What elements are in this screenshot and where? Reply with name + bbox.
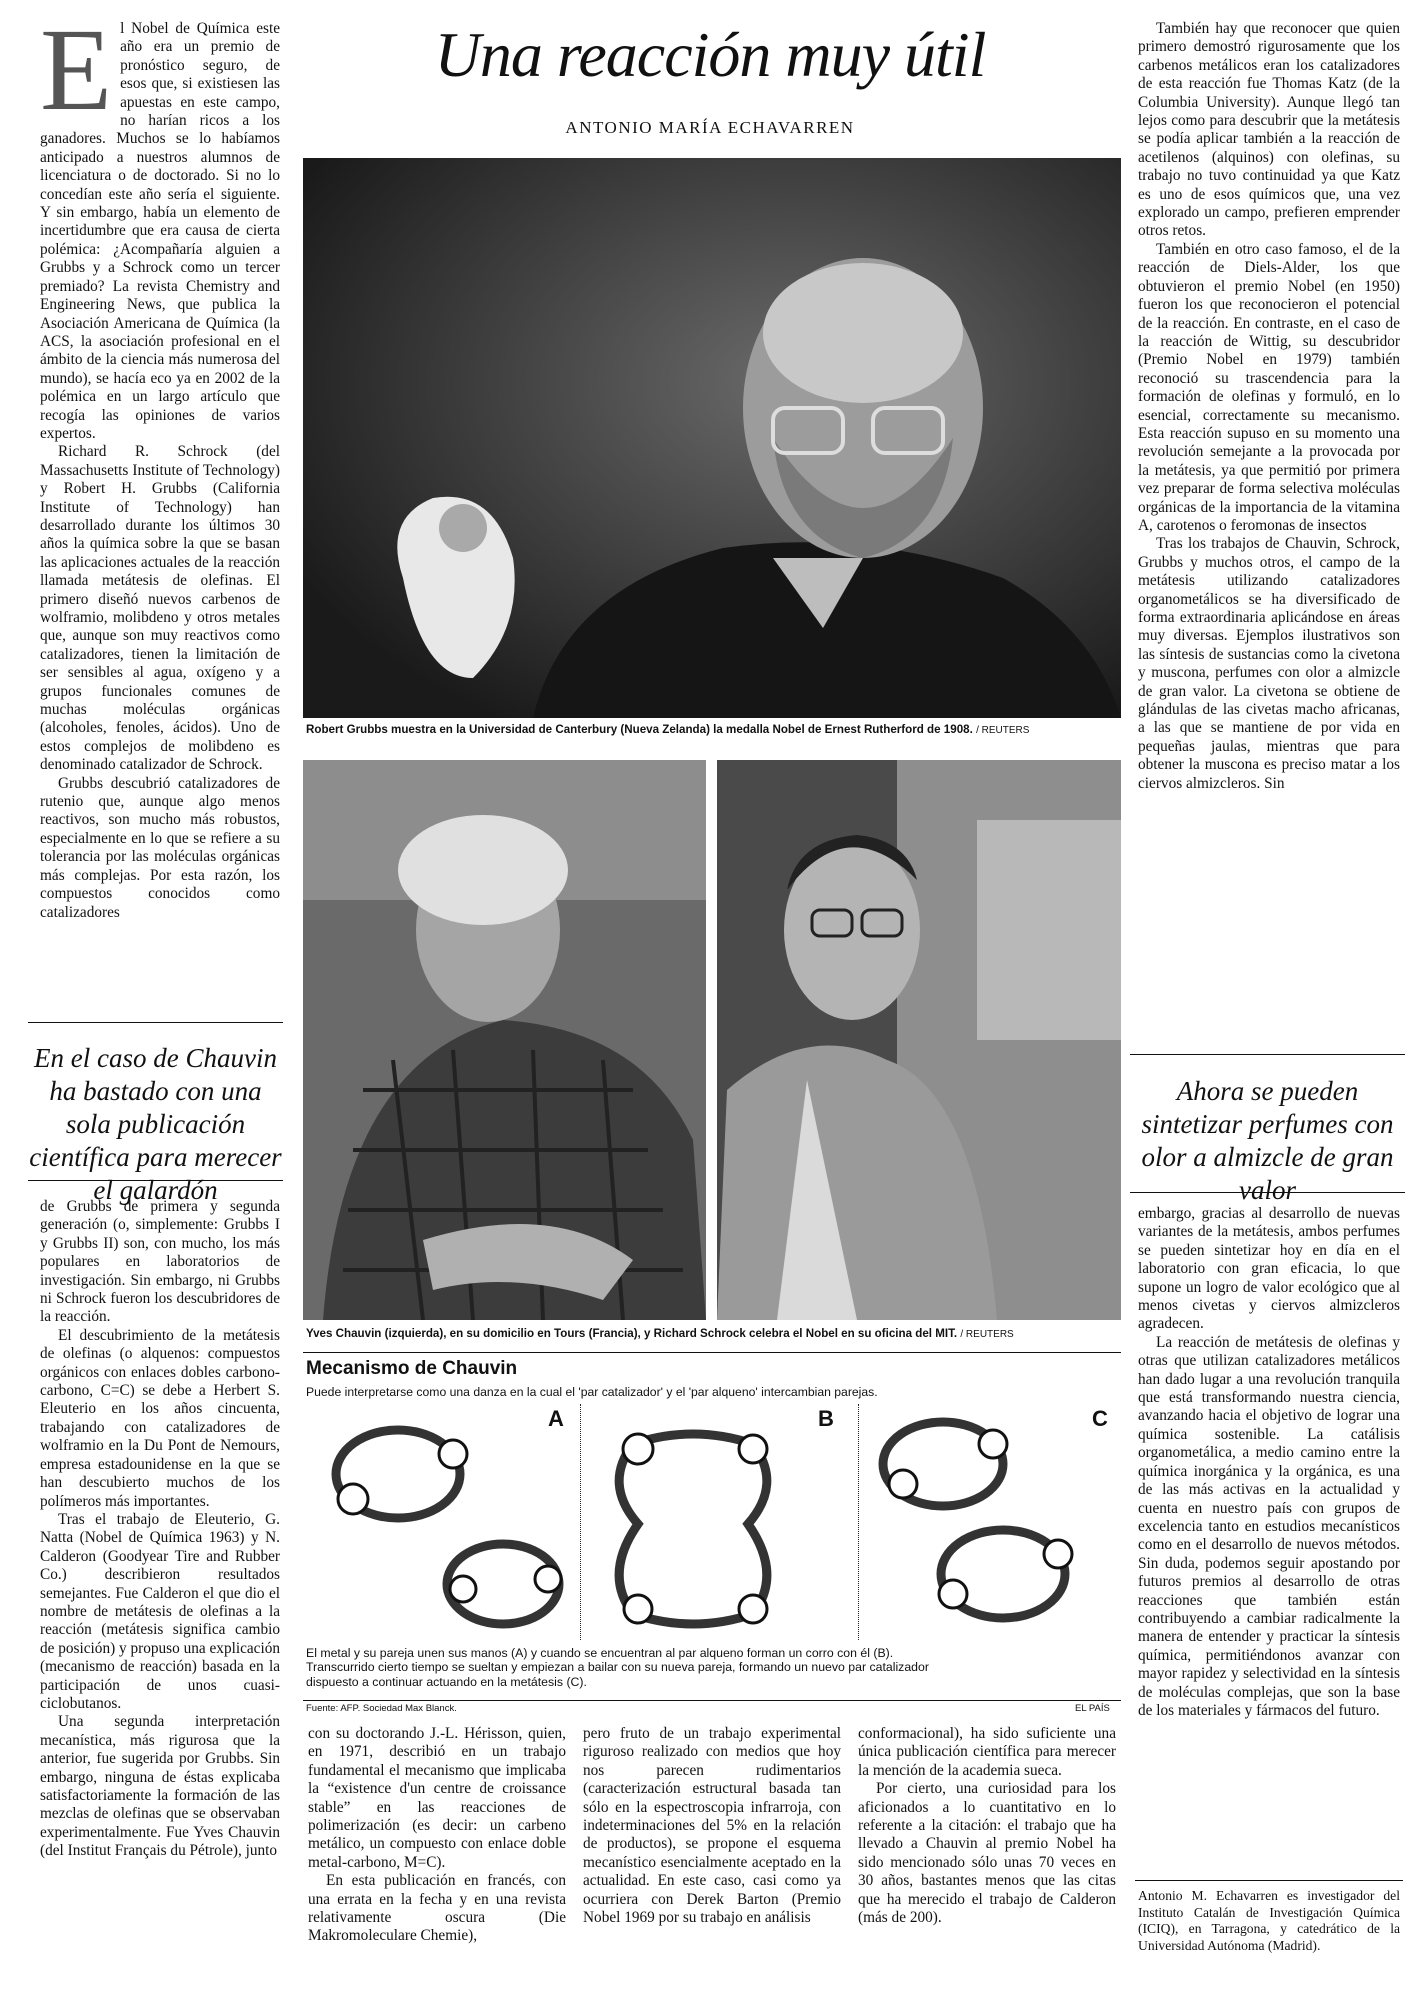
caption-top — [306, 723, 1029, 738]
dance-c — [883, 1422, 1065, 1618]
byline: ANTONIO MARÍA ECHAVARREN — [565, 118, 855, 137]
paragraph-1: El Nobel de Química este año era un premio de pronóstico seguro, de esos que, si existiesen las apuestas en este campo, no harían ricos a los ganadores. Muchos se lo habíamos anticipado a nuestros alumnos de licenciatura o de doctorado. Si no lo concedían este año sería el siguiente. Y sin embargo, había un elemento de incertidumbre que era causa de cierta polémica: ¿Acompañaría alguien a Grubbs y a Schrock como un tercer premiado? La revista Chemistry and Engineering News, que publica la Asociación Americana de Química (la ACS, la asociación profesional en el ámbito de la ciencia más numerosa del mundo), se hacía eco ya en 2002 de la polémica en un largo artículo que recogía las opiniones de varios expertos. — [40, 20, 280, 442]
graphic-bottom-rule — [303, 1700, 1121, 1701]
graphic-label-a: A — [548, 1406, 564, 1431]
paragraph-8: con su doctorando J.-L. Hérisson, quien, en 1971, describió en un trabajo fundamental el mecanismo que implicaba la “existence d'un centre de croissance stable” en las reacciones de polimerización (es decir: un carbeno metálico, un compuesto con enlace doble metal-carbono, M=C). — [308, 1725, 566, 1871]
dance-b-atoms — [623, 1434, 767, 1623]
column-1 — [40, 20, 280, 1085]
pull-quote-right-top-rule — [1130, 1054, 1405, 1055]
column-right-b — [1138, 1205, 1400, 1860]
paragraph-14: También en otro caso famoso, el de la reacción de Diels-Alder, los que obtuvieron el premio Nobel (en 1950) fueron los que reconocieron el potencial de la reacción. En contraste, en el caso de la reacción de Wittig, su descubridor (Premio Nobel en 1979) también reconoció su trascendencia para la formación de olefinas y formuló, en lo esencial, correctamente su mecanismo. Esta reacción supuso en su momento una revolución semejante a la provocada por la metátesis, ya que permitió por primera vez preparar de forma selectiva moléculas orgánicas de la importancia de la vitamina A, carotenos o feromonas de insectos — [1138, 240, 1400, 534]
column-1b — [40, 1198, 280, 1958]
graphic-label-b: B — [818, 1406, 834, 1431]
author-bio: Antonio M. Echavarren es investigador del Instituto Catalán de Investigación Química (ICIQ), en Tarragona, y catedrático de la Universidad Autónoma (Madrid). — [1138, 1888, 1400, 1953]
drop-cap: E — [40, 20, 113, 135]
column-2 — [308, 1725, 566, 1995]
headline: Una reacción muy útil — [434, 19, 986, 90]
paragraph-5: El descubrimiento de la metátesis de olefinas (o alquenos: compuestos orgánicos con enlaces dobles carbono-carbono, C=C) se debe a Herbert S. Eleuterio en los años cincuenta, trabajando con catalizadores de wolframio en la Du Pont de Nemours, empresa estadounidense en la que se han descubierto muchos de los polímeros más importantes. — [40, 1326, 280, 1510]
graphic-top-rule — [303, 1352, 1121, 1353]
caption-bottom-text: Yves Chauvin (izquierda), en su domicilio en Tours (Francia), y Richard Schrock celebra el Nobel en su oficina del MIT. — [306, 1327, 958, 1340]
paragraph-3: Grubbs descubrió catalizadores de rutenio que, aunque algo menos reactivos, son mucho más robustos, especialmente en lo que se refiere a su tolerancia por las moléculas orgánicas más complejas. Por esta razón, los compuestos conocidos como catalizadores — [40, 774, 280, 921]
photo-chauvin — [303, 760, 706, 1320]
paragraph-17: La reacción de metátesis de olefinas y otras que utilizan catalizadores metálicos han dado lugar a una revolución tranquila que está transformando nuestra ciencia, avanzando hacia el objetivo de lograr una química sostenible. La catálisis organometálica, a medio camino entre la química inorgánica y la orgánica, es una de las más activas en la actualidad y cuenta en nuestro país con grupos de excelencia tanto en estudios mecanísticos como en el desarrollo de nuevos métodos. Sin duda, podemos seguir apostando por futuros premios al desarrollo de otras reacciones que también están contribuyendo a cambiar radicalmente la manera de entender y practicar la síntesis química, permitiéndonos avanzar con mayor rapidez y selectividad en la síntesis de moléculas complejas, que son la base de los materiales y fármacos del futuro. — [1138, 1333, 1400, 1719]
paragraph-11: conformacional), ha sido suficiente una única publicación científica para merecer la mención de la academia sueca. — [858, 1725, 1116, 1779]
paragraph-15: Tras los trabajos de Chauvin, Schrock, Grubbs y muchos otros, el campo de la metátesis utilizando catalizadores organometálicos se ha diversificado de forma extraordinaria aplicándose en áreas muy diversas. Ejemplos ilustrativos son las síntesis de sustancias como la civetona y muscona, perfumes con olor a almizcle de gran valor. La civetona se obtiene de glándulas de las civetas macho africanas, a las que se mantiene de por vida en pequeñas jaulas, mientras que para obtener la muscona es preciso matar a los ciervos almizcleros. Sin — [1138, 535, 1400, 792]
photo-grubbs-image — [303, 158, 1121, 718]
photo-schrock-image — [717, 760, 1121, 1320]
graphic-publisher: EL PAÍS — [1075, 1703, 1110, 1714]
pull-quote-left: En el caso de Chauvin ha bastado con una sola publicación científica para merecer el galardón — [29, 1043, 282, 1205]
graphic-source: Fuente: AFP. Sociedad Max Blanck. — [306, 1703, 457, 1714]
graphic-caption-line-1: El metal y su pareja unen sus manos (A) y cuando se encuentran al par alqueno forman un corro con él (B). — [306, 1646, 894, 1660]
paragraph-12: Por cierto, una curiosidad para los aficionados a lo cuantitativo en lo referente a la citación: el trabajo que ha llevado a Chauvin al premio Nobel ha sido mencionado sólo unas 70 veces en 30 años, bastantes menos que las citas que ha merecido el trabajo de Calderon (más de 200). — [858, 1780, 1116, 1927]
caption-top-credit: / REUTERS — [976, 725, 1030, 736]
column-right — [1138, 20, 1400, 1065]
graphic-caption-line-2: Transcurrido cierto tiempo se sueltan y empiezan a bailar con su nueva pareja, formando un nuevo par catalizador — [306, 1660, 929, 1675]
pull-quote-bottom-rule — [28, 1180, 283, 1181]
paragraph-16: embargo, gracias al desarrollo de nuevas variantes de la metátesis, ambos perfumes se pueden sintetizar hoy en día en el laboratorio con gran eficacia, lo que supone un logro de valor ecológico que al menos civetas y ciervos almizcleros agradecen. — [1138, 1205, 1400, 1333]
graphic-label-c: C — [1092, 1406, 1108, 1431]
photo-chauvin-image — [303, 760, 706, 1320]
pull-quote-right-bottom-rule — [1130, 1192, 1405, 1193]
paragraph-7: Una segunda interpretación mecanística, más rigurosa que la anterior, fue sugerida por Grubbs. Sin embargo, ninguna de éstas explicaba satisfactoriamente la formación de las mezclas de olefinas que se observaban experimentalmente. Fue Yves Chauvin (del Institut Français du Pétrole), junto — [40, 1713, 280, 1860]
paragraph-6: Tras el trabajo de Eleuterio, G. Natta (Nobel de Química 1963) y N. Calderon (Goodyear Tire and Rubber Co.) describieron resultados semejantes. Fue Calderon el que dio el nombre de metátesis de olefinas a la reacción (metátesis significa cambio de posición) y propuso una explicación (mecanismo de reacción) basada en la participación de unos cuasi-ciclobutanos. — [40, 1510, 280, 1712]
graphic-subtitle: Puede interpretarse como una danza en la cual el 'par catalizador' y el 'par alqueno' intercambian parejas. — [306, 1385, 878, 1399]
caption-bottom — [306, 1327, 1014, 1342]
caption-top-text: Robert Grubbs muestra en la Universidad de Canterbury (Nueva Zelanda) la medalla Nobel de Ernest Rutherford de 1908. — [306, 723, 973, 736]
bio-rule — [1135, 1880, 1403, 1881]
paragraph-13: También hay que reconocer que quien primero demostró rigurosamente que los carbenos metálicos eran los catalizadores de esta reacción fue Thomas Katz (de la Columbia University). Aunque llegó tan lejos como para descubrir que la metátesis se podía aplicar también a la reacción de acetilenos (alquinos) con olefinas, su trabajo no tuvo continuidad ya que Katz es uno de esos químicos que, una vez explorado un campo, prefieren emprender otros retos. — [1138, 20, 1400, 240]
column-4 — [858, 1725, 1116, 1995]
photo-grubbs — [303, 158, 1121, 718]
caption-bottom-credit: / REUTERS — [960, 1329, 1014, 1340]
paragraph-10: pero fruto de un trabajo experimental riguroso realizado con medios que hoy nos parecen rudimentarios (caracterización estructural basada tan sólo en la espectroscopia infrarroja, con indeterminaciones del 5% en la relación de productos), se propone el esquema mecanístico esencialmente aceptado en la actualidad. En este caso, casi como ya ocurriera con Derek Barton (Premio Nobel 1969 por su trabajo en análisis — [583, 1725, 841, 1927]
paragraph-2: Richard R. Schrock (del Massachusetts Institute of Technology) y Robert H. Grubbs (California Institute of Technology) han desarrollado durante los últimos 30 años la química sobre la que se basan las aplicaciones actuales de la reacción llamada metátesis de olefinas. El primero diseñó nuevos carbenos de wolframio, molibdeno y otros metales que, aunque son muy reactivos como catalizadores, tienen la limitación de ser sensibles al agua, oxígeno y a grupos funcionales comunes de muchas moléculas orgánicas (alcoholes, fenoles, ácidos). Uno de estos complejos de molibdeno es denominado catalizador de Schrock. — [40, 443, 280, 774]
paragraph-9: En esta publicación en francés, con una errata en la fecha y en una revista relativamente oscura (Die Makromoleculare Chemie), — [308, 1872, 566, 1945]
paragraph-4: de Grubbs de primera y segunda generación (o, simplemente: Grubbs I y Grubbs II) son, con mucho, los más populares en laboratorios de investigación. Sin embargo, ni Grubbs ni Schrock fueron los descubridores de la reacción. — [40, 1198, 280, 1326]
mechanism-diagram — [303, 1404, 1121, 1644]
graphic-caption-line-3: dispuesto a continuar actuando en la metátesis (C). — [306, 1674, 587, 1689]
pull-quote-top-rule — [28, 1022, 283, 1023]
pull-quote-right: Ahora se pueden sintetizar perfumes con olor a almizcle de gran valor — [1141, 1076, 1394, 1205]
graphic-title: Mecanismo de Chauvin — [306, 1358, 518, 1379]
column-3 — [583, 1725, 841, 1995]
photo-schrock — [717, 760, 1121, 1320]
dance-c-atoms — [889, 1430, 1072, 1608]
graphic-caption — [306, 1646, 1118, 1689]
